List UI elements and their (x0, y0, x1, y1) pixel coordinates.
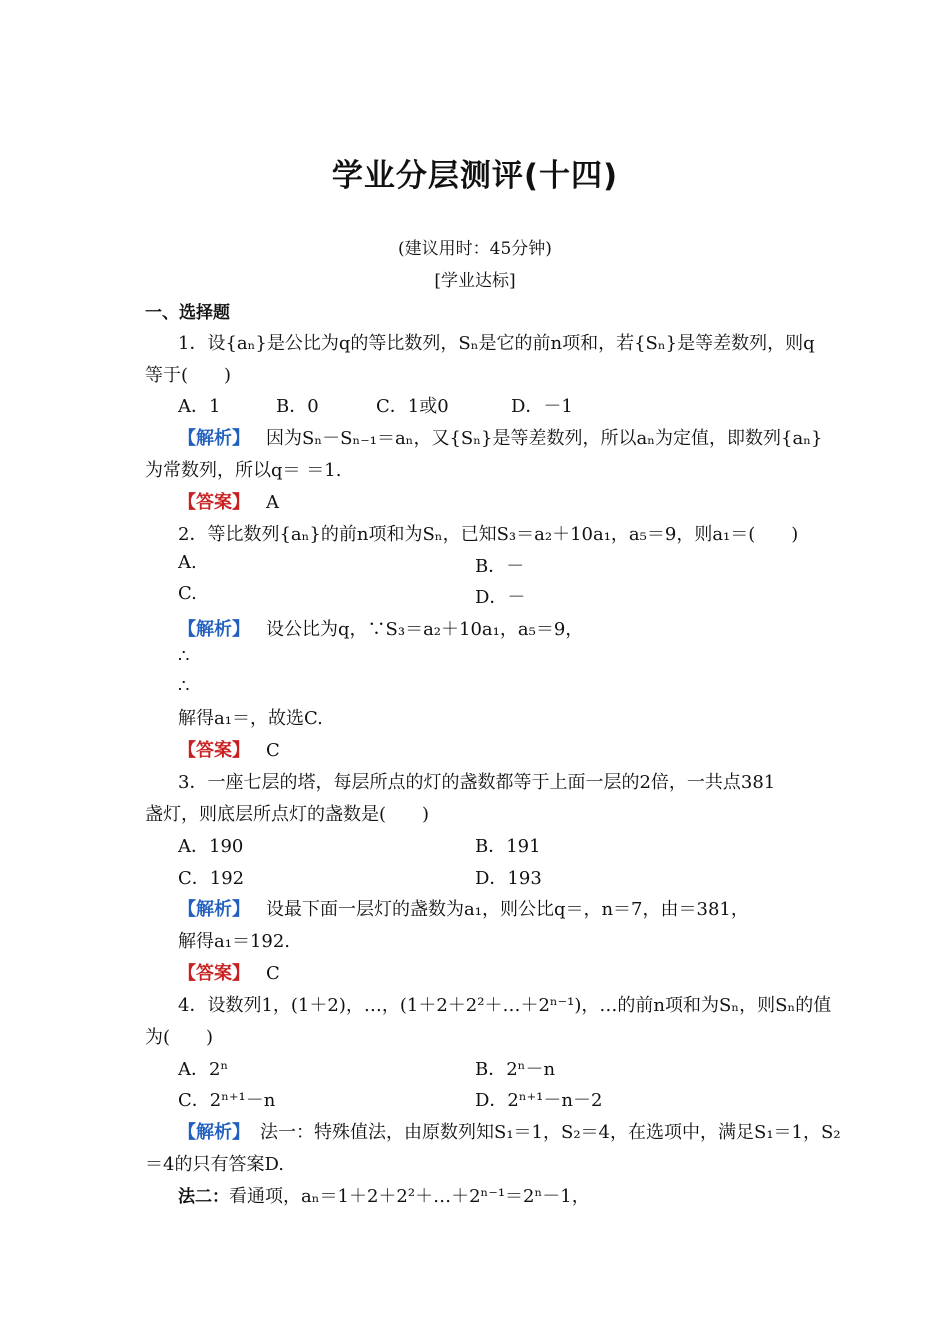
analysis-tag: 【解析】 (178, 1122, 250, 1143)
q2-answer: C (266, 740, 280, 761)
q1-option-b: B．0 (276, 396, 319, 417)
q4-analysis-line2: ＝4的只有答案D. (145, 1154, 284, 1175)
q3-answer-line (178, 959, 280, 985)
answer-tag: 【答案】 (178, 492, 250, 513)
q1-answer: A (266, 492, 279, 513)
q2-analysis-line3: ∴ (178, 676, 190, 697)
q1-analysis-line2: 为常数列，所以q＝ ＝1. (145, 460, 342, 481)
analysis-tag: 【解析】 (178, 428, 250, 449)
q2-analysis-line4: 解得a₁＝，故选C. (178, 708, 323, 729)
q3-option-a: A．190 (178, 836, 244, 857)
section-heading: 一、选择题 (145, 303, 230, 323)
q1-option-d: D．－1 (511, 396, 573, 417)
q2-analysis-line1 (178, 615, 583, 641)
q2-analysis-text: 设公比为q，∵S₃＝a₂＋10a₁，a₅＝9， (266, 619, 584, 640)
q1-option-c: C．1或0 (376, 396, 449, 417)
q1-analysis-line1 (178, 424, 822, 450)
method2-label: 法二： (178, 1187, 229, 1207)
q2-option-a: A. (178, 552, 197, 573)
analysis-tag: 【解析】 (178, 619, 250, 640)
q2-option-b: B．－ (475, 556, 525, 577)
q4-option-d: D．2ⁿ⁺¹－n－2 (475, 1090, 603, 1111)
q4-option-a: A．2ⁿ (178, 1059, 229, 1080)
answer-tag: 【答案】 (178, 740, 250, 761)
answer-tag: 【答案】 (178, 963, 250, 984)
q3-option-b: B．191 (475, 836, 541, 857)
q4-stem-line2: 为( ) (145, 1027, 214, 1048)
q2-option-d: D．－ (475, 587, 526, 608)
q2-stem: 2．等比数列{aₙ}的前n项和为Sₙ，已知S₃＝a₂＋10a₁，a₅＝9，则a₁＝( ) (178, 524, 799, 545)
q4-analysis-text: 法一：特殊值法，由原数列知S₁＝1，S₂＝4，在选项中，满足S₁＝1，S₂ (260, 1122, 841, 1143)
q3-analysis-text: 设最下面一层灯的盏数为a₁，则公比q＝，n＝7，由＝381， (266, 899, 749, 920)
q2-analysis-line2: ∴ (178, 646, 190, 667)
q4-stem-line1: 4．设数列1，(1＋2)，…，(1＋2＋2²＋…＋2ⁿ⁻¹)，…的前n项和为Sₙ，则Sₙ的值 (178, 995, 832, 1016)
q1-option-a: A．1 (178, 396, 221, 417)
method2-text: 看通项，aₙ＝1＋2＋2²＋…＋2ⁿ⁻¹＝2ⁿ－1， (229, 1186, 590, 1207)
q1-stem-line1: 1．设{aₙ}是公比为q的等比数列，Sₙ是它的前n项和，若{Sₙ}是等差数列，则q (178, 333, 815, 354)
q4-method2-line (178, 1182, 590, 1208)
time-hint: (建议用时：45分钟) (398, 239, 552, 259)
page-title: 学业分层测评(十四) (331, 158, 619, 194)
q3-stem-line1: 3．一座七层的塔，每层所点的灯的盏数都等于上面一层的2倍，一共点381 (178, 772, 776, 793)
q3-option-c: C．192 (178, 868, 245, 889)
q3-answer: C (266, 963, 280, 984)
q2-option-c: C. (178, 583, 197, 604)
q4-analysis-line1 (178, 1118, 841, 1144)
q2-answer-line (178, 736, 280, 762)
q4-option-c: C．2ⁿ⁺¹－n (178, 1090, 276, 1111)
q3-option-d: D．193 (475, 868, 542, 889)
q1-stem-line2: 等于( ) (145, 365, 232, 386)
level-label: [学业达标] (434, 271, 516, 291)
q3-stem-line2: 盏灯，则底层所点灯的盏数是( ) (145, 804, 430, 825)
q3-analysis-line1 (178, 895, 749, 921)
q3-analysis-line2: 解得a₁＝192. (178, 931, 291, 952)
analysis-tag: 【解析】 (178, 899, 250, 920)
q1-analysis-text: 因为Sₙ－Sₙ₋₁＝aₙ，又{Sₙ}是等差数列，所以aₙ为定值，即数列{aₙ} (266, 428, 823, 449)
q4-option-b: B．2ⁿ－n (475, 1059, 556, 1080)
q1-answer-line (178, 488, 279, 514)
